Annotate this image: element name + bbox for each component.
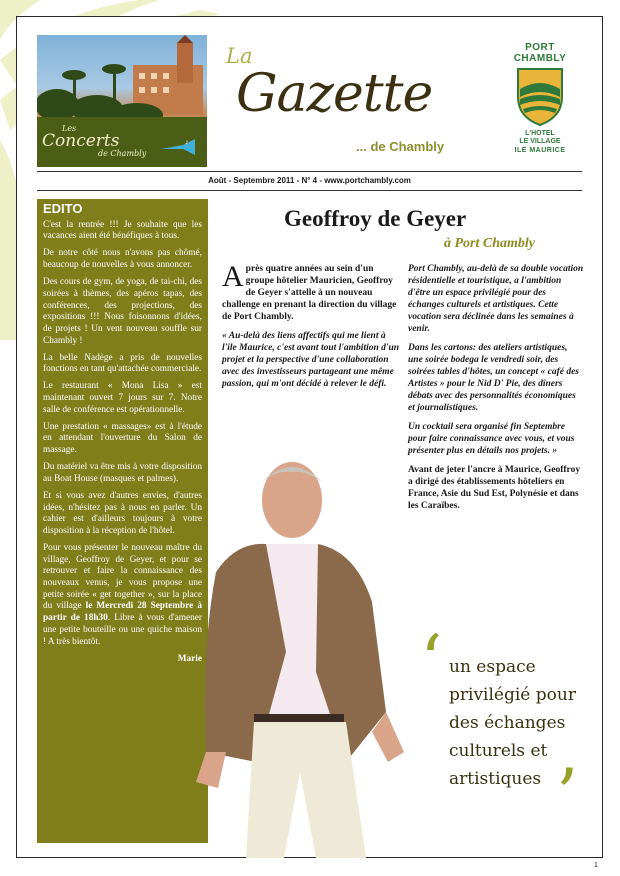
shield-icon (515, 67, 565, 127)
edito-paragraph: Et si vous avez d'autres envies, d'autres idées, n'hésitez pas à nous en parler. Un cahier est d'ailleurs toujours à votre disposition à la réception de l'hôtel. (43, 490, 202, 536)
pullquote-line: privilégié pour (449, 685, 576, 705)
edito-paragraph: Du matériel va être mis à votre disposition au Boat House (masques et palmes). (43, 462, 202, 484)
trumpet-icon (159, 137, 197, 157)
article-intro-text: près quatre années au sein d'un groupe hôtelier Mauricien, Geoffroy de Geyer s'attelle à un nouveau challenge en prenant la direction du village de Port Chambly. (222, 264, 397, 322)
logo-line-village: LE VILLAGE (519, 138, 561, 145)
edito-paragraph: De notre côté nous n'avons pas chômé, beaucoup de nouvelles à vous annoncer. (43, 248, 202, 271)
issue-info-bar: Août - Septembre 2011 - N° 4 - www.portchambly.com (37, 171, 582, 191)
port-chambly-logo (500, 42, 580, 155)
edito-invitation-paragraph (43, 543, 202, 648)
masthead-title: Gazette (236, 64, 433, 124)
logo-line-ile-maurice: ILE MAURICE (514, 147, 566, 154)
edito-paragraph: Le restaurant « Mona Lisa » est maintenant ouvert 7 jours sur 7. Notre salle de conférence est opérationnelle. (43, 381, 202, 415)
article-intro (222, 260, 402, 323)
edito-paragraph: Une prestation « massages» est à l'étude en attendant l'ouverture du Salon de massage. (43, 421, 202, 456)
page-number: 1 (594, 862, 598, 869)
concerts-caption-sub: de Chambly (98, 149, 147, 158)
logo-line-port: PORT (525, 42, 555, 53)
edito-paragraph: Des cours de gym, de yoga, de tai-chi, des soirées à thèmes, des apéros tapas, des conférences, des projections, des expositions !!! Nous foisonnons d'idées, de projets ! Un vent nouveau souffle sur Chambly ! (43, 277, 202, 346)
svg-text:♪: ♪ (185, 138, 189, 146)
concerts-caption (42, 125, 146, 158)
edito-invitation-start: Pour vous présenter le nouveau maître du village, Geoffroy de Geyer, et pour se retrouver et faire la connaissance des nouveaux venus, je vous propose une petite soirée « get together », sur la place du village (43, 542, 202, 612)
masthead-la: La (226, 44, 253, 68)
pullquote-open-mark: ‘ (420, 620, 443, 702)
article-paragraph: Dans les cartons: des ateliers artistiques, une soirée bodega le vendredi soir, des soirées tables d'hôtes, un concept « café des Artistes » pour le Nid D' Pie, des dîners débats avec des personnalités économiques et journalistiques. (408, 343, 579, 413)
article-paragraph: Port Chambly, au-delà de sa double vocation résidentielle et touristique, a l'ambition d'être un espace privilégié pour des échanges culturels et artistiques. Cette vocation sera déclinée dans les semaines à venir. (408, 264, 584, 334)
edito-paragraph: C'est la rentrée !!! Je souhaite que les vacances aient été bénéfiques à tous. (43, 219, 202, 242)
concerts-caption-main: Concerts (42, 131, 120, 151)
edito-invitation-end: . Libre à vous d'amener une petite bouteille ou une quiche maison ! A très bientôt. (43, 613, 203, 647)
header-photo (37, 35, 207, 167)
concerts-caption-small: Les (62, 124, 77, 133)
pullquote-line: des échanges (449, 713, 566, 733)
article-paragraph: Un cocktail sera organisé fin Septembre pour faire connaissance avec vous, et vous présenter plus en détails nos projets. » (408, 422, 575, 456)
logo-line-hotel: L'HOTEL (525, 130, 555, 137)
edito-paragraph: La belle Nadège a pris de nouvelles fonctions en tant qu'attachée commerciale. (43, 352, 202, 375)
portrait-geoffroy-de-geyer (196, 452, 432, 858)
article-dropcap: A (222, 260, 244, 293)
article-column-1 (222, 260, 402, 397)
article-paragraph: Avant de jeter l'ancre à Maurice, Geoffroy a dirigé des établissements hôteliers en France, Asie du Sud Est, Polynésie et dans les Caraïbes. (408, 465, 581, 511)
article-title: Geoffroy de Geyer (284, 206, 467, 231)
edito-column (37, 199, 208, 843)
article-subtitle: à Port Chambly (444, 236, 536, 251)
edito-invitation-date: le Mercredi 28 Septembre à partir de 18h30 (43, 601, 202, 624)
article-quote: « Au-delà des liens affectifs qui me lient à l'île Maurice, c'est avant tout l'ambition d'un projet et la perspective d'une collaboration avec des investisseurs partageant une même passion, qui m'ont décidé à relever le défi. (222, 331, 400, 389)
masthead-subtitle: ... de Chambly (356, 139, 445, 154)
logo-line-chambly: CHAMBLY (513, 53, 567, 64)
article-column-2 (408, 263, 584, 519)
pullquote-line: culturels et (449, 741, 548, 761)
edito-signature: Marie (177, 654, 202, 665)
hotel-building-illustration (37, 35, 207, 125)
pullquote-line: artistiques (449, 769, 542, 789)
pullquote-close-mark: ’ (556, 754, 579, 836)
edito-heading: EDITO (43, 201, 83, 216)
pullquote-line: un espace (449, 657, 536, 677)
